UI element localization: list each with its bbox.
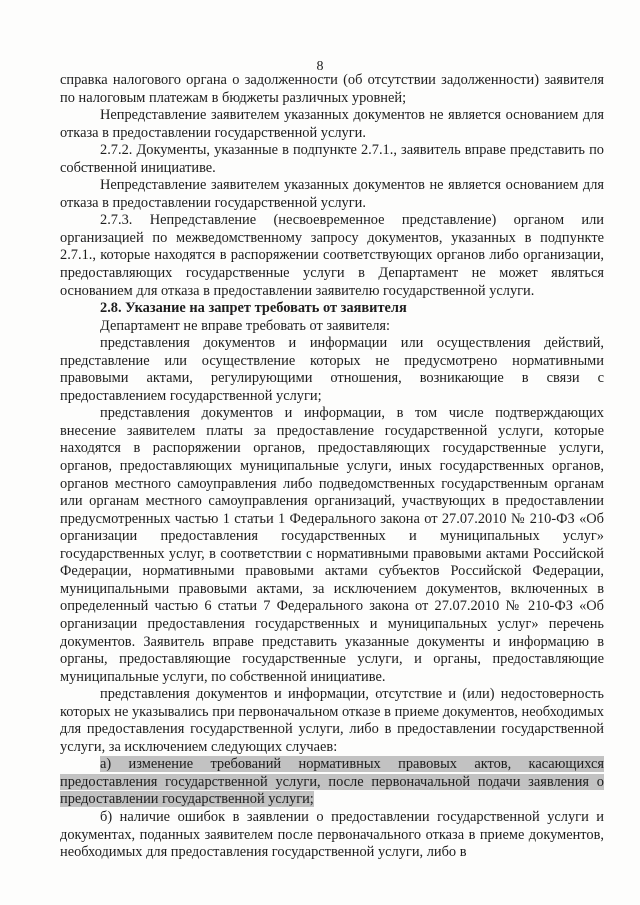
paragraph: представления документов и информации или осуществления действий, представление или осуществление которых не предусмотрено нормативными правовыми актами, регулирующими отношения, возникающие в связи с предоставлением государственной услуги; <box>60 335 604 404</box>
section-heading: 2.8. Указание на запрет требовать от заявителя <box>100 300 407 317</box>
paragraph: представления документов и информации, отсутствие и (или) недостоверность которых не указывались при первоначальном отказе в приеме документов, необходимых для предоставления государственной услуги, либо в предоставлении государственной услуги, за исключением следующих случаев: <box>60 686 604 755</box>
paragraph: 2.7.2. Документы, указанные в подпункте 2.7.1., заявитель вправе представить по собственной инициативе. <box>60 142 604 176</box>
paragraph: Непредставление заявителем указанных документов не является основанием для отказа в предоставлении государственной услуги. <box>60 177 604 211</box>
page-number: 8 <box>316 59 324 74</box>
paragraph: представления документов и информации, в том числе подтверждающих внесение заявителем платы за предоставление государственной услуги, которые находятся в распоряжении органов, предоставляющих государственные услуги, органов, предоставляющих муниципальные услуги, иных государственных органов, органов местного самоуправления либо подведомственных государственным органам или органам местного самоуправления организаций, участвующих в предоставлении предусмотренных частью 1 статьи 1 Федерального закона от 27.07.2010 № 210-ФЗ «Об организации предоставления государственных и муниципальных услуг» государственных услуг, в соответствии с нормативными правовыми актами Российской Федерации, нормативными правовыми актами субъектов Российской Федерации, муниципальными правовыми актами, за исключением документов, включенных в определенный частью 6 статьи 7 Федерального закона от 27.07.2010 № 210-ФЗ «Об организации предоставления государственных и муниципальных услуг» перечень документов. Заявитель вправе представить указанные документы и информацию в органы, предоставляющие государственные услуги, и органы, предоставляющие муниципальные услуги, по собственной инициативе. <box>60 405 604 685</box>
paragraph: 2.7.3. Непредставление (несвоевременное представление) органом или организацией по межведомственному запросу документов, указанных в подпункте 2.7.1., которые находятся в распоряжении соответствующих органов либо организации, предоставляющих государственные услуги в Департамент не может являться основанием для отказа в предоставлении заявителю государственной услуги. <box>60 212 604 299</box>
paragraph: Департамент не вправе требовать от заявителя: <box>100 317 391 334</box>
paragraph: б) наличие ошибок в заявлении о предоставлении государственной услуги и документах, поданных заявителем после первоначального отказа в приеме документов, необходимых для предоставления государственной услуги, либо в <box>60 808 604 861</box>
document-body <box>60 72 604 862</box>
highlighted-paragraph <box>60 756 604 809</box>
paragraph: Непредставление заявителем указанных документов не является основанием для отказа в предоставлении государственной услуги. <box>60 107 604 141</box>
highlighted-text: а) изменение требований нормативных правовых актов, касающихся предоставления государственной услуги, после первоначальной подачи заявления о предоставлении государственной услуги; <box>60 756 604 808</box>
paragraph: справка налогового органа о задолженности (об отсутствии задолженности) заявителя по налоговым платежам в бюджеты различных уровней; <box>60 72 604 106</box>
